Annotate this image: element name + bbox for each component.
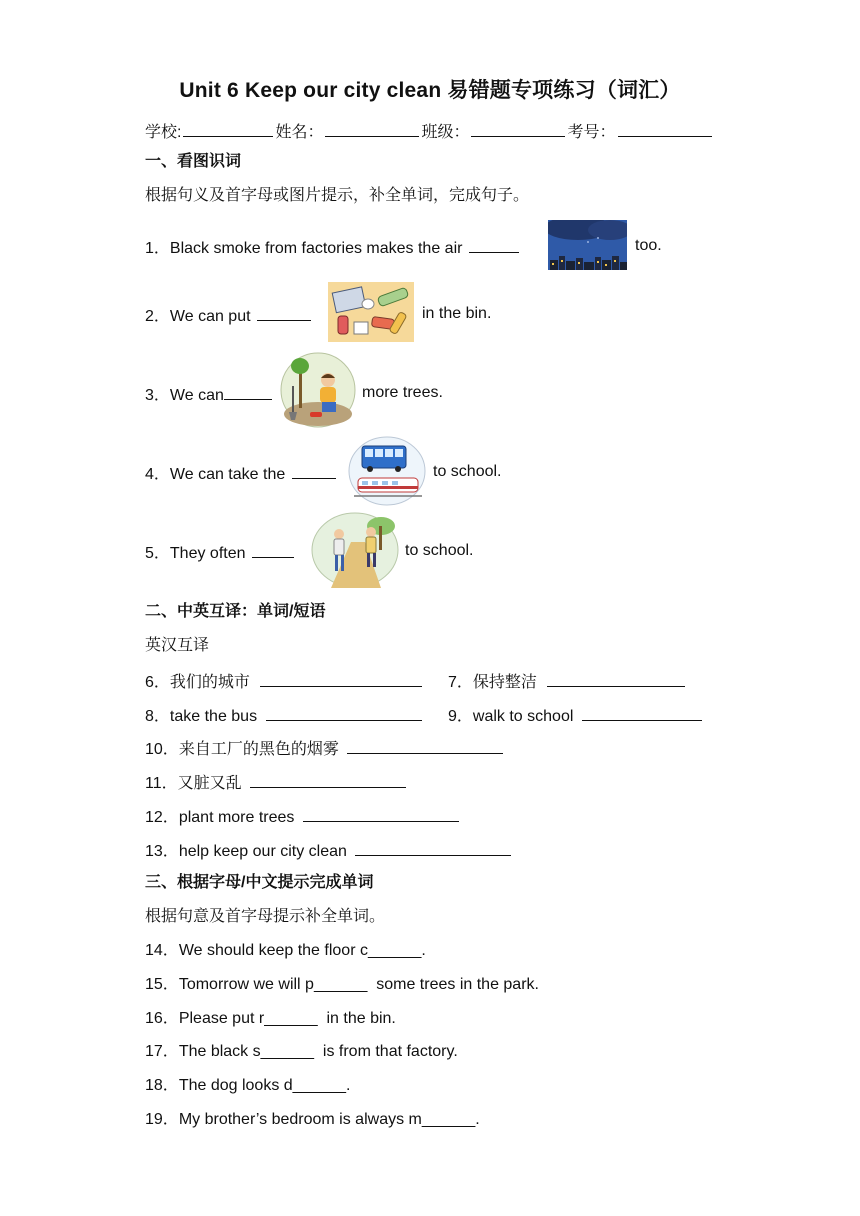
answer-blank[interactable] <box>266 704 422 721</box>
answer-blank[interactable] <box>224 383 272 400</box>
class-blank[interactable] <box>471 120 565 137</box>
exam-no-blank[interactable] <box>618 120 712 137</box>
question-12 <box>145 805 461 828</box>
section1-instruction: 根据句义及首字母或图片提示，补全单词，完成句子。 <box>145 187 530 204</box>
question-5-tail: to school. <box>405 542 474 559</box>
student-info-line <box>145 120 714 143</box>
bus-and-train-image <box>348 436 426 506</box>
question-19 <box>145 1110 480 1130</box>
answer-blank[interactable] <box>355 839 511 856</box>
answer-blank[interactable] <box>257 304 311 321</box>
question-1-tail: too. <box>635 237 662 254</box>
question-9 <box>448 704 704 727</box>
question-1 <box>145 236 521 259</box>
question-text: The black s______ is from that factory. <box>178 1043 458 1060</box>
question-text: help keep our city clean <box>178 843 347 860</box>
question-4-tail: to school. <box>433 463 502 480</box>
question-text: We can take the <box>169 466 290 483</box>
question-6 <box>145 670 424 693</box>
answer-blank[interactable] <box>469 236 519 253</box>
answer-blank[interactable] <box>252 541 294 558</box>
page-title: Unit 6 Keep our city clean 易错题专项练习（词汇） <box>179 79 681 102</box>
answer-blank[interactable] <box>347 737 503 754</box>
planting-tree-image <box>280 352 356 428</box>
question-14 <box>145 941 426 961</box>
class-label: 班级： <box>421 124 470 141</box>
question-13 <box>145 839 513 862</box>
question-10 <box>145 737 505 760</box>
school-blank[interactable] <box>183 120 273 137</box>
question-2-tail: in the bin. <box>422 305 492 322</box>
question-text: The dog looks d______. <box>178 1077 351 1094</box>
question-number: 12． <box>145 809 179 826</box>
question-text: 保持整洁 <box>472 674 537 691</box>
question-number: 16． <box>145 1010 179 1027</box>
question-text: Tomorrow we will p______ some trees in the park. <box>178 976 539 993</box>
question-number: 18． <box>145 1077 179 1094</box>
name-label: 姓名： <box>275 124 324 141</box>
question-text: Black smoke from factories makes the air <box>169 240 467 257</box>
question-number: 10． <box>145 741 179 758</box>
school-label: 学校: <box>145 124 182 141</box>
question-11 <box>145 771 408 794</box>
answer-blank[interactable] <box>260 670 422 687</box>
question-text: Please put r______ in the bin. <box>178 1010 396 1027</box>
exam-no-label: 考号： <box>567 124 616 141</box>
question-number: 8． <box>145 708 170 725</box>
question-text: plant more trees <box>178 809 295 826</box>
question-number: 17． <box>145 1043 179 1060</box>
question-number: 11． <box>145 775 178 792</box>
answer-blank[interactable] <box>292 462 336 479</box>
question-number: 2． <box>145 308 170 325</box>
section3-heading: 三、根据字母/中文提示完成单词 <box>145 874 374 891</box>
question-5 <box>145 541 296 564</box>
question-number: 7． <box>448 674 473 691</box>
question-text: 又脏又乱 <box>177 775 242 792</box>
question-text: My brother’s bedroom is always m______. <box>178 1111 480 1128</box>
answer-blank[interactable] <box>303 805 459 822</box>
question-8 <box>145 704 424 727</box>
question-text: walk to school <box>472 708 574 725</box>
question-number: 13． <box>145 843 179 860</box>
question-number: 3． <box>145 387 170 404</box>
question-text: We can put <box>169 308 255 325</box>
question-text: 我们的城市 <box>169 674 250 691</box>
question-3-tail: more trees. <box>362 384 443 401</box>
name-blank[interactable] <box>325 120 419 137</box>
answer-blank[interactable] <box>250 771 406 788</box>
question-2 <box>145 304 313 327</box>
question-3 <box>145 383 274 406</box>
section2-instruction: 英汉互译 <box>145 637 210 654</box>
question-number: 9． <box>448 708 473 725</box>
question-17 <box>145 1042 458 1062</box>
question-text: We can <box>169 387 224 404</box>
answer-blank[interactable] <box>582 704 702 721</box>
question-number: 14． <box>145 942 179 959</box>
question-15 <box>145 975 539 995</box>
question-number: 4． <box>145 466 170 483</box>
section2-heading: 二、中英互译：单词/短语 <box>145 603 326 620</box>
question-18 <box>145 1076 351 1096</box>
question-text: take the bus <box>169 708 258 725</box>
question-number: 19． <box>145 1111 179 1128</box>
question-number: 5． <box>145 545 170 562</box>
question-text: We should keep the floor c______. <box>178 942 426 959</box>
section3-instruction: 根据句意及首字母提示补全单词。 <box>145 908 386 925</box>
section1-heading: 一、看图识词 <box>145 153 242 170</box>
question-16 <box>145 1009 396 1029</box>
dark-cloudy-city-image <box>548 220 627 270</box>
children-walking-image <box>311 512 399 588</box>
answer-blank[interactable] <box>547 670 685 687</box>
question-text: They often <box>169 545 250 562</box>
question-text: 来自工厂的黑色的烟雾 <box>178 741 339 758</box>
question-number: 1． <box>145 240 170 257</box>
rubbish-image <box>328 282 414 342</box>
question-number: 6． <box>145 674 170 691</box>
question-number: 15． <box>145 976 179 993</box>
question-7 <box>448 670 687 693</box>
question-4 <box>145 462 338 485</box>
